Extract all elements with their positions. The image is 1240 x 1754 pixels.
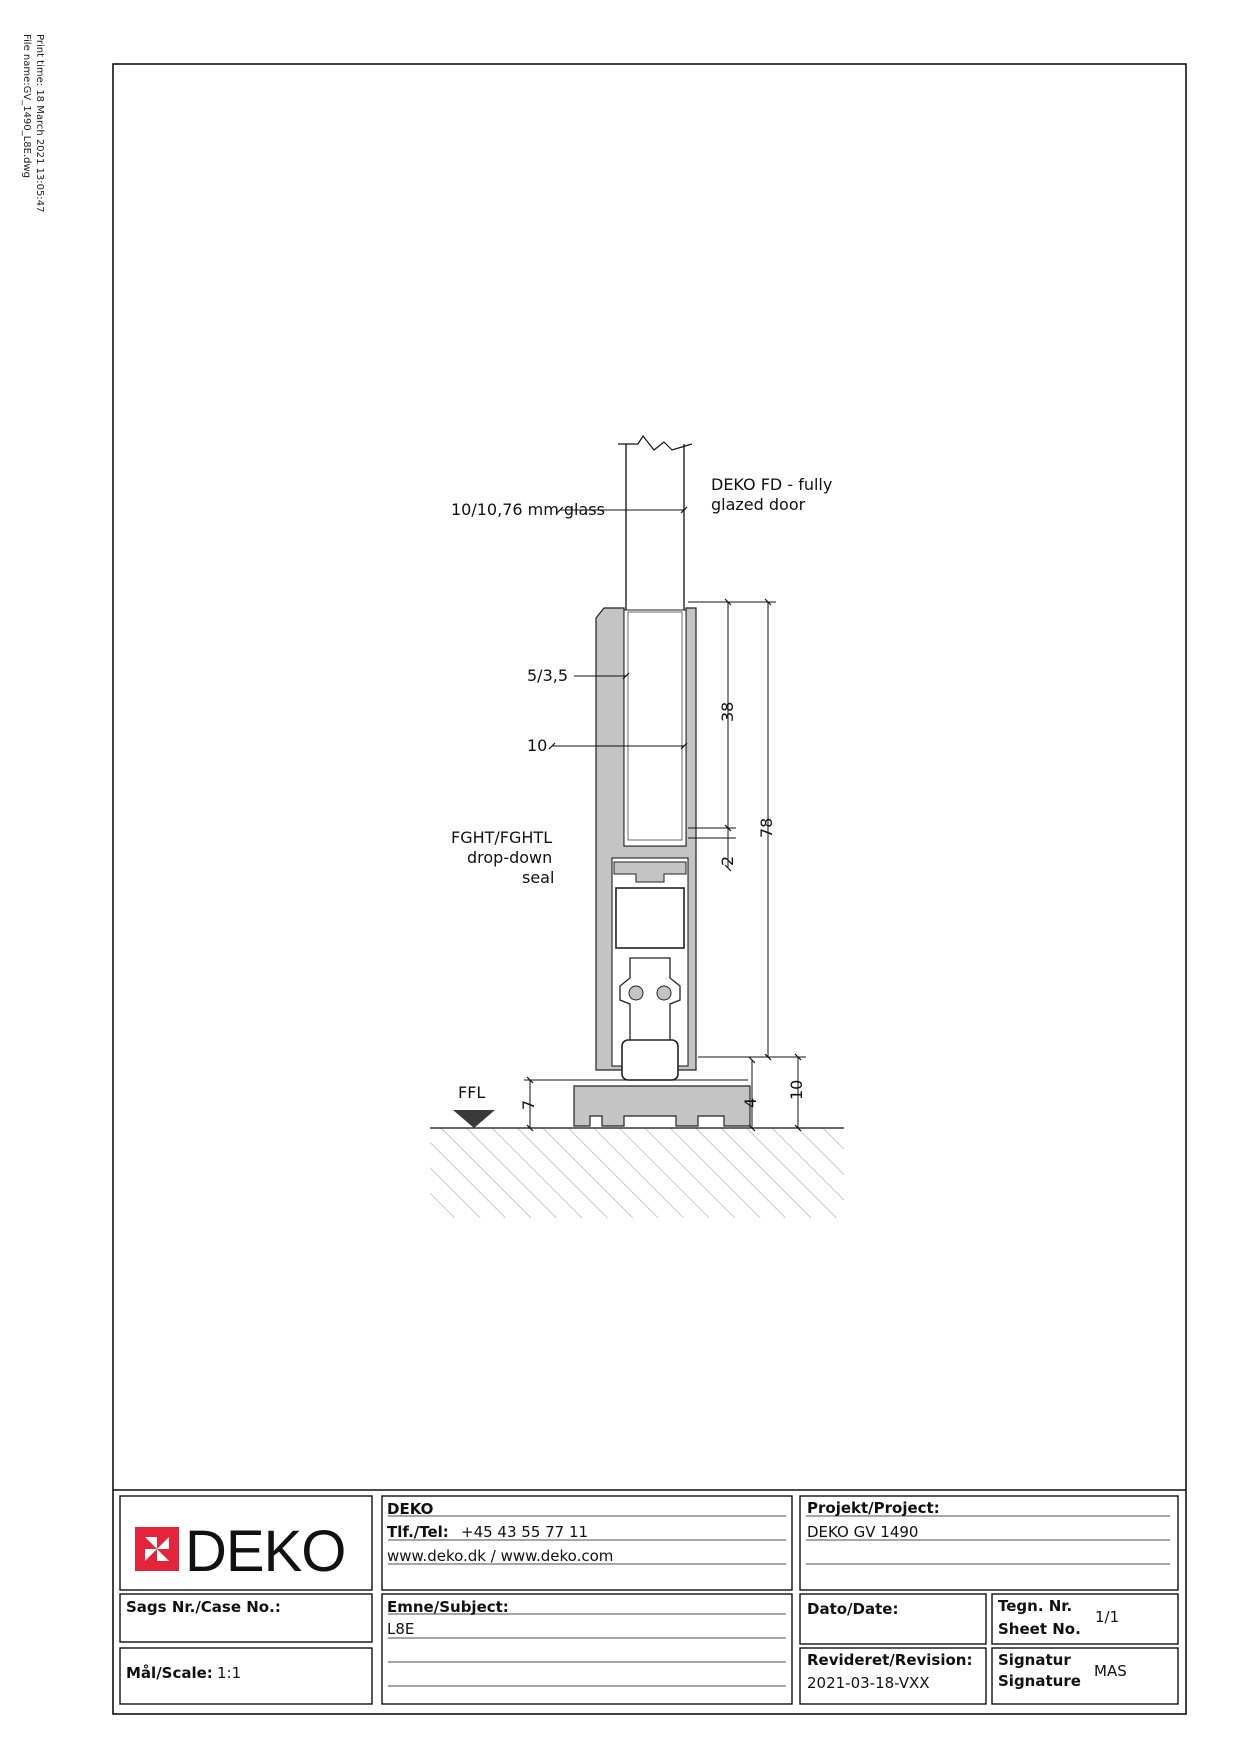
- case-label: Sags Nr./Case No.:: [126, 1598, 281, 1616]
- revision-label: Revideret/Revision:: [807, 1651, 973, 1669]
- signature-value: MAS: [1094, 1662, 1127, 1680]
- glass-inner: [628, 612, 682, 840]
- dim-4-text: 4: [741, 1097, 760, 1108]
- seal-blade: [622, 1040, 678, 1080]
- break-line: [618, 436, 692, 450]
- dim-10-text: 10: [787, 1079, 806, 1100]
- dim-38-text: 38: [718, 701, 737, 722]
- sheet-label-1: Tegn. Nr.: [998, 1597, 1073, 1615]
- subject-value: L8E: [387, 1620, 415, 1638]
- revision-value: 2021-03-18-VXX: [807, 1674, 930, 1692]
- gap-label: 5/3,5: [527, 666, 569, 685]
- seal-pin-left: [629, 986, 643, 1000]
- seal-mechanism: [616, 888, 684, 948]
- print-time: Print time: 18 March 2021 13:05:47: [34, 34, 45, 213]
- seal-label-3: seal: [522, 868, 555, 887]
- website: www.deko.dk / www.deko.com: [387, 1547, 614, 1565]
- dim-2-text: 2: [718, 855, 737, 866]
- scale-label: Mål/Scale:: [126, 1664, 213, 1682]
- dim-7-text: 7: [519, 1099, 538, 1110]
- seal-label-2: drop-down: [467, 848, 553, 867]
- subject-label: Emne/Subject:: [387, 1598, 509, 1616]
- signature-label-1: Signatur: [998, 1651, 1071, 1669]
- signature-label-2: Signature: [998, 1672, 1081, 1690]
- company-name: DEKO: [387, 1500, 434, 1518]
- door-label-1: DEKO FD - fully: [711, 475, 833, 494]
- deko-logo-text: DEKO: [185, 1519, 346, 1584]
- ffl-label: FFL: [458, 1083, 486, 1102]
- floor-hatch: [430, 1128, 844, 1218]
- sheet-label-2: Sheet No.: [998, 1620, 1081, 1638]
- date-label: Dato/Date:: [807, 1600, 899, 1618]
- seal-label-1: FGHT/FGHTL: [451, 828, 553, 847]
- deko-logo: [133, 1519, 363, 1584]
- threshold-profile: [574, 1086, 750, 1126]
- file-name: File name:GV_1490_L8E.dwg: [21, 34, 32, 178]
- seal-pin-right: [657, 986, 671, 1000]
- project-value: DEKO GV 1490: [807, 1523, 919, 1541]
- tel-label: Tlf./Tel:: [387, 1523, 449, 1541]
- tel-value: +45 43 55 77 11: [461, 1523, 589, 1541]
- ffl-marker: [453, 1110, 495, 1128]
- project-label: Projekt/Project:: [807, 1499, 940, 1517]
- door-label-2: glazed door: [711, 495, 806, 514]
- dim-78-text: 78: [757, 817, 776, 838]
- glass-label: 10/10,76 mm glass: [451, 500, 605, 519]
- sheet-value: 1/1: [1095, 1608, 1120, 1626]
- ten-label: 10: [527, 736, 548, 755]
- scale-value: 1:1: [217, 1664, 242, 1682]
